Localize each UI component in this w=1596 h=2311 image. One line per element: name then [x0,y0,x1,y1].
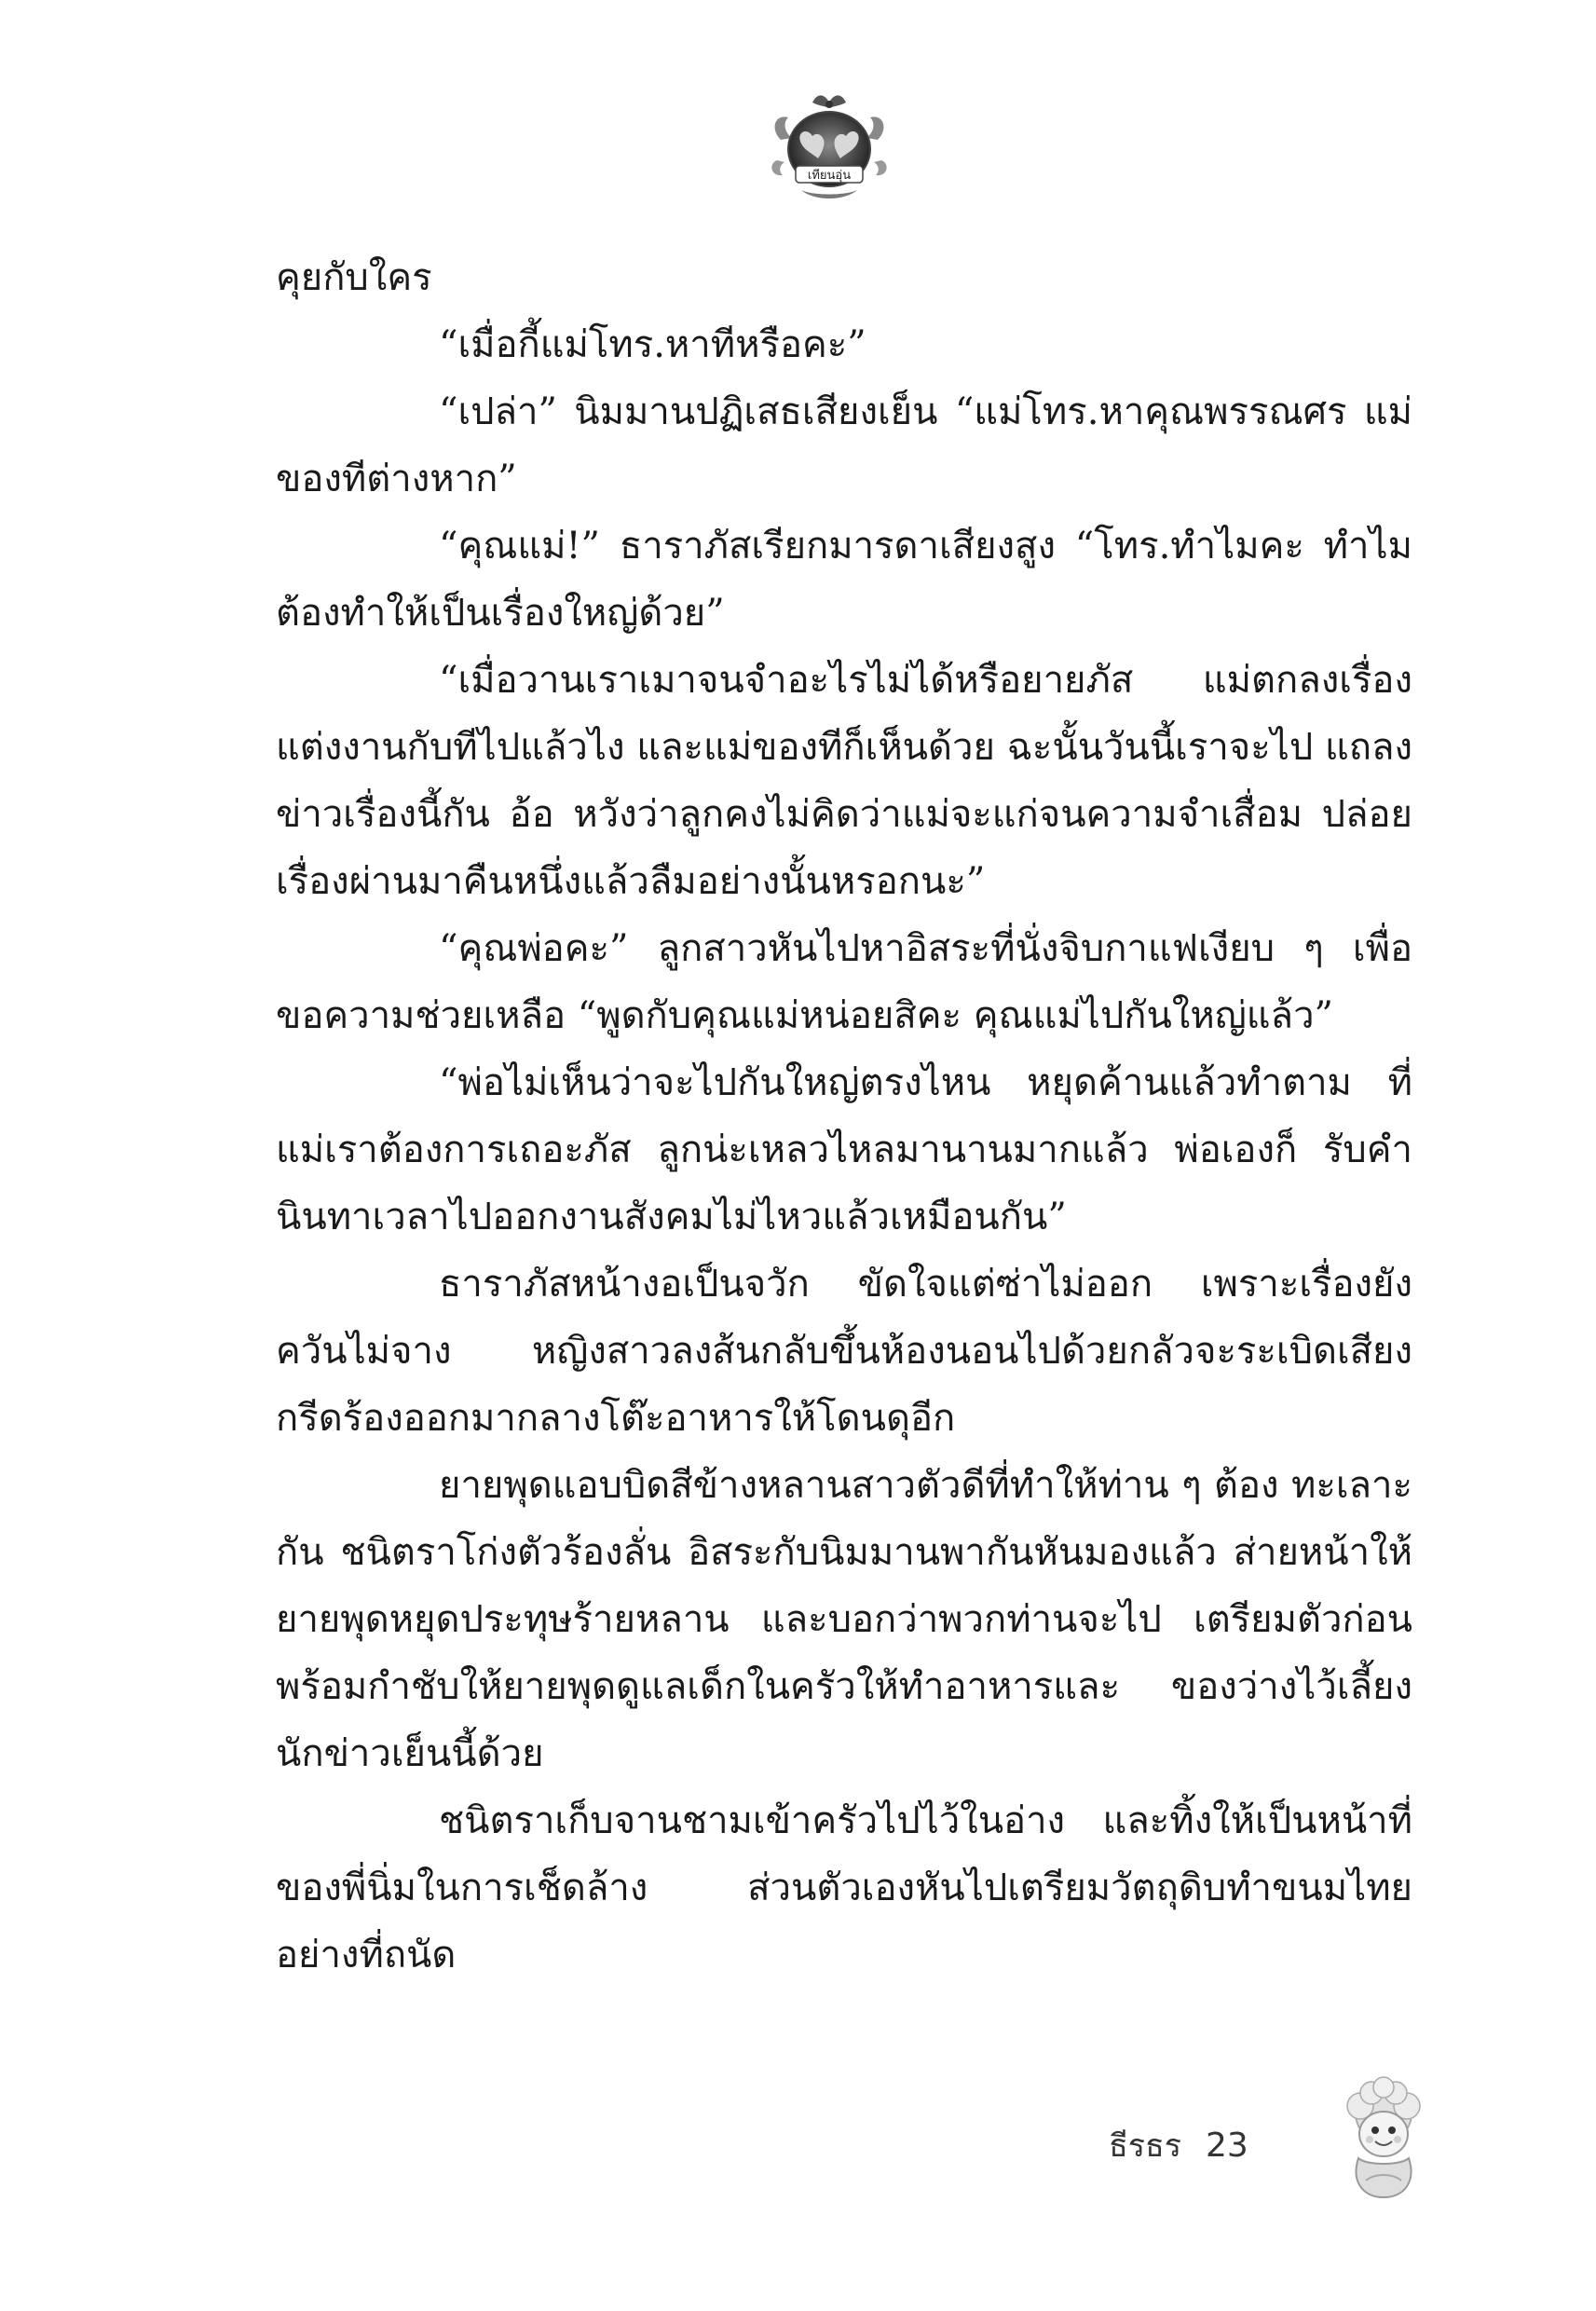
paragraph: “คุณพ่อคะ” ลูกสาวหันไปหาอิสระที่นั่งจิบกาแฟเงียบ ๆ เพื่อ ขอความช่วยเหลือ “พูดกับคุณแม่หน่อยสิคะ คุณแม่ไปกันใหญ่แล้ว” [276,927,1412,1037]
page-footer [1109,2117,1248,2173]
paragraph: “เปล่า” นิมมานปฏิเสธเสียงเย็น “แม่โทร.หาคุณพรรณศร แม่ของทีต่างหาก” [276,390,1412,500]
paragraph: คุยกับใคร [276,256,432,299]
book-title: ธีรธร [1109,2127,1182,2165]
page-number: 23 [1206,2126,1248,2165]
ornate-heart-emblem-icon [764,86,894,207]
paragraph: ชนิตราเก็บจานชามเข้าครัวไปไว้ในอ่าง และทิ้งให้เป็นหน้าที่ ของพี่นิ่มในการเช็ดล้าง ส่วนตัวเองหันไปเตรียมวัตถุดิบทำขนมไทย อย่างที่ถนัด [276,1799,1412,1976]
paragraph: ธาราภัสหน้างอเป็นจวัก ขัดใจแต่ซ่าไม่ออก เพราะเรื่องยัง ควันไม่จาง หญิงสาวลงส้นกลับขึ้นห้องนอนไปด้วยกลัวจะระเบิดเสียง กรีดร้องออกมากลางโต๊ะอาหารให้โดนดุอีก [276,1263,1412,1440]
logo-text: เทียนอุ่น [807,169,852,183]
paragraph: “เมื่อกี้แม่โทร.หาทีหรือคะ” [439,323,866,366]
story-body [276,244,1412,1989]
cartoon-mascot-icon [1314,2069,1453,2208]
paragraph: “เมื่อวานเราเมาจนจำอะไรไม่ได้หรือยายภัส แม่ตกลงเรื่อง แต่งงานกับทีไปแล้วไง และแม่ของทีก็เห็นด้วย ฉะนั้นวันนี้เราจะไป แถลงข่าวเรื่องนี้กัน อ้อ หวังว่าลูกคงไม่คิดว่าแม่จะแก่จนความจำเสื่อม ปล่อยเรื่องผ่านมาคืนหนึ่งแล้วลืมอย่างนั้นหรอกนะ” [276,659,1412,903]
paragraph: “พ่อไม่เห็นว่าจะไปกันใหญ่ตรงไหน หยุดค้านแล้วทำตาม ที่แม่เราต้องการเถอะภัส ลูกน่ะเหลวไหลมานานมากแล้ว พ่อเองก็ รับคำนินทาเวลาไปออกงานสังคมไม่ไหวแล้วเหมือนกัน” [276,1061,1412,1238]
paragraph: ยายพุดแอบบิดสีข้างหลานสาวตัวดีที่ทำให้ท่าน ๆ ต้อง ทะเลาะกัน ชนิตราโก่งตัวร้องลั่น อิสระกับนิมมานพากันหันมองแล้ว ส่ายหน้าให้ยายพุดหยุดประทุษร้ายหลาน และบอกว่าพวกท่านจะไป เตรียมตัวก่อน พร้อมกำชับให้ยายพุดดูแลเด็กในครัวให้ทำอาหารและ ของว่างไว้เลี้ยงนักข่าวเย็นนี้ด้วย [276,1464,1412,1775]
paragraph: “คุณแม่!” ธาราภัสเรียกมารดาเสียงสูง “โทร.ทำไมคะ ทำไม ต้องทำให้เป็นเรื่องใหญ่ด้วย” [276,525,1412,635]
